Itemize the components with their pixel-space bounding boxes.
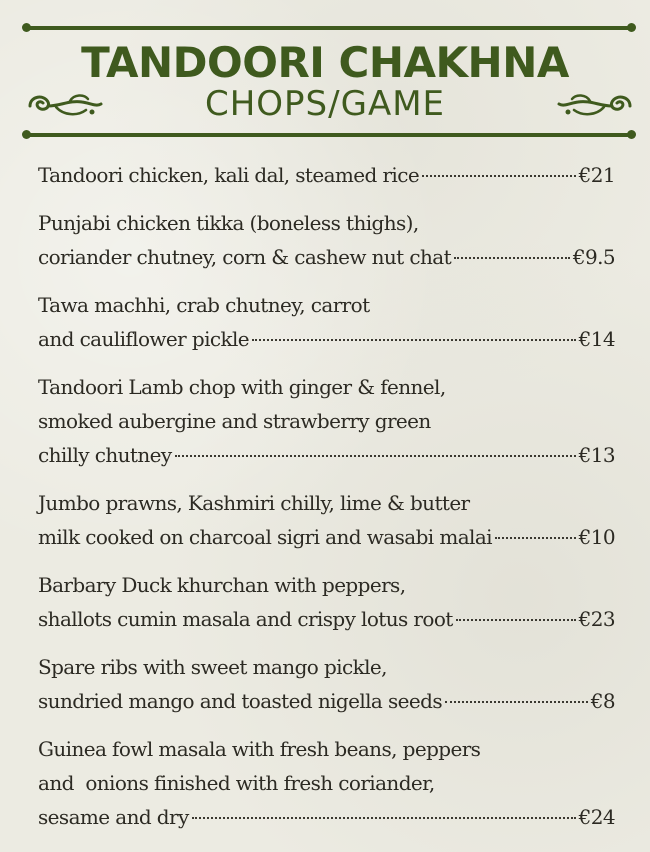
- menu-item-description-line: chilly chutney: [38, 443, 172, 467]
- menu-item-price: €13: [578, 443, 615, 467]
- dot-leader: [252, 339, 576, 341]
- menu-item: [38, 158, 615, 192]
- scroll-flourish-icon: [556, 90, 634, 122]
- menu-item-price: €8: [590, 689, 615, 713]
- menu-item: [38, 486, 615, 554]
- menu-item: [38, 206, 615, 274]
- menu-item-description-line: and cauliflower pickle: [38, 327, 250, 351]
- menu-item-description-line: Tandoori Lamb chop with ginger & fennel,: [38, 375, 446, 399]
- menu-title: TANDOORI CHAKHNA: [81, 38, 569, 87]
- menu-item-description-line: Guinea fowl masala with fresh beans, peppers: [38, 737, 481, 761]
- menu-subtitle: CHOPS/GAME: [204, 84, 446, 124]
- menu-item-price: €24: [578, 805, 615, 829]
- menu-item-price: €10: [578, 525, 615, 549]
- menu-item-description-line: shallots cumin masala and crispy lotus root: [38, 607, 453, 631]
- menu-item-description-line: Jumbo prawns, Kashmiri chilly, lime & butter: [38, 491, 470, 515]
- dot-leader: [192, 817, 576, 819]
- dot-leader: [456, 619, 576, 621]
- menu-item-description-line: Punjabi chicken tikka (boneless thighs),: [38, 211, 419, 235]
- dot-leader: [445, 701, 588, 703]
- dot-leader: [495, 537, 576, 539]
- menu-item-description-line: sundried mango and toasted nigella seeds: [38, 689, 443, 713]
- menu-item-description-line: Barbary Duck khurchan with peppers,: [38, 573, 406, 597]
- menu-item: [38, 732, 615, 834]
- menu-item-description-line: Spare ribs with sweet mango pickle,: [38, 655, 387, 679]
- menu-item: [38, 568, 615, 636]
- bottom-divider-rule: [24, 133, 634, 137]
- menu-item: [38, 650, 615, 718]
- dot-leader: [454, 257, 570, 259]
- menu-item-price: €14: [578, 327, 615, 351]
- menu-item: [38, 370, 615, 472]
- dot-leader: [175, 455, 576, 457]
- menu-item-description-line: and onions finished with fresh coriander,: [38, 771, 435, 795]
- menu-item-description-line: coriander chutney, corn & cashew nut chat: [38, 245, 452, 269]
- menu-item-price: €23: [578, 607, 615, 631]
- menu-item: [38, 288, 615, 356]
- menu-item-description-line: sesame and dry: [38, 805, 189, 829]
- menu-item-list: [38, 158, 615, 848]
- menu-item-description-line: Tawa machhi, crab chutney, carrot: [38, 293, 370, 317]
- menu-item-description-line: milk cooked on charcoal sigri and wasabi malai: [38, 525, 492, 549]
- menu-item-price: €9.5: [572, 245, 615, 269]
- menu-item-price: €21: [578, 163, 615, 187]
- menu-item-description-line: Tandoori chicken, kali dal, steamed rice: [38, 163, 420, 187]
- menu-item-description-line: smoked aubergine and strawberry green: [38, 409, 431, 433]
- dot-leader: [422, 175, 576, 177]
- top-divider-rule: [24, 26, 634, 30]
